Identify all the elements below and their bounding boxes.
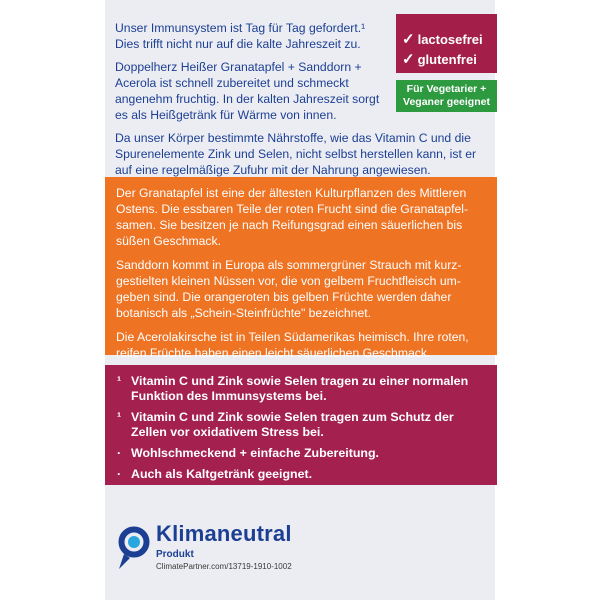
lactose-free-row xyxy=(402,30,497,50)
intro-paragraph-3: Da unser Körper bestimmte Nährstoffe, wie das Vitamin C und die Spurenelemente Zink und Selen, nicht selbst herstellen kann, ist er auf eine regelmäßige Zufuhr mit der Nahrung angewiesen. xyxy=(115,131,477,177)
checkmark-icon: ✓ xyxy=(402,31,415,48)
intro-paragraph-1: Unser Immunsystem ist Tag für Tag gefordert.¹ Dies trifft nicht nur auf die kalte Jahreszeit zu. xyxy=(115,21,366,51)
claim-text: Vitamin C und Zink sowie Selen tragen zum Schutz der Zellen vor oxidativem Stress bei. xyxy=(131,410,454,439)
allergen-badge xyxy=(396,14,497,73)
intro-paragraph-2: Doppelherz Heißer Granatapfel + Sanddorn + Acerola ist schnell zubereitet und schmeckt angenehm fruchtig. In der kalten Jahreszeit sorgt es als Heißgetränk für Wärme von innen. xyxy=(115,60,380,122)
vegan-badge xyxy=(396,80,497,112)
sea-buckthorn-paragraph: Sanddorn kommt in Europa als sommergrüner Strauch mit kurzgestielten kleinen Nüssen vor, die von gelbem Fruchtfleisch umgeben sind. Die orangeroten bis gelben Früchte werden daher botanisch als „Schein-Steinfrüchte" bezeichnet. xyxy=(116,258,462,320)
lactose-free-label: lactosefrei xyxy=(417,32,483,47)
vegan-badge-line-2: Veganer geeignet xyxy=(403,96,490,108)
climate-neutral-title: Klimaneutral xyxy=(156,521,292,546)
claim-marker: ¹ xyxy=(117,410,122,424)
climate-partner-id: ClimatePartner.com/13719-1910-1002 xyxy=(156,562,292,571)
gluten-free-label: glutenfrei xyxy=(417,52,477,67)
claim-marker: · xyxy=(117,467,122,481)
fruit-info-box xyxy=(105,177,497,360)
climate-neutral-subtitle: Produkt xyxy=(156,549,194,560)
claim-text: Wohlschmeckend + einfache Zubereitung. xyxy=(131,446,379,460)
health-claims-box xyxy=(105,365,497,485)
acerola-paragraph: Die Acerolakirsche ist in Teilen Südamerikas heimisch. Ihre roten, reifen Früchte haben einen leicht säuerlichen Geschmack. xyxy=(116,330,469,360)
claim-item xyxy=(117,410,487,440)
claim-item xyxy=(117,374,487,404)
claim-marker: · xyxy=(117,446,122,460)
climate-partner-icon xyxy=(118,524,154,572)
checkmark-icon: ✓ xyxy=(402,51,415,68)
gluten-free-row xyxy=(402,50,497,70)
vegan-badge-line-1: Für Vegetarier + xyxy=(406,83,487,95)
pomegranate-paragraph: Der Granatapfel ist eine der ältesten Kulturpflanzen des Mittleren Ostens. Die essbaren Teile der roten Frucht sind die Granatapfelsamen. Sie besitzen je nach Reifungsgrad einen säuerlichen bis süßen Geschmack. xyxy=(116,186,469,248)
climate-neutral-logo xyxy=(118,518,418,578)
claim-marker: ¹ xyxy=(117,374,122,388)
claim-text: Vitamin C und Zink sowie Selen tragen zu einer normalen Funktion des Immunsystems bei. xyxy=(131,374,469,403)
claim-item xyxy=(117,467,487,482)
claim-item xyxy=(117,446,487,461)
claim-text: Auch als Kaltgetränk geeignet. xyxy=(131,467,313,481)
